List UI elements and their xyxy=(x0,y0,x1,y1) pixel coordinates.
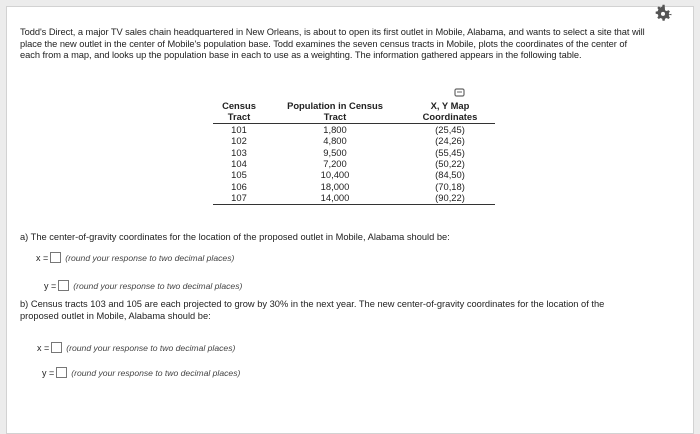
rounding-hint: (round your response to two decimal places) xyxy=(71,367,241,378)
coords-cell: (90,22) xyxy=(405,192,495,204)
gear-icon[interactable] xyxy=(652,2,674,24)
rounding-hint: (round your response to two decimal places) xyxy=(66,342,236,353)
table-row xyxy=(213,135,495,146)
population-cell: 9,500 xyxy=(323,146,347,158)
tract-cell: 103 xyxy=(231,146,247,158)
table-row xyxy=(213,181,495,192)
header-coords-bottom: Coordinates xyxy=(405,111,495,123)
population-cell: 4,800 xyxy=(323,135,347,147)
table-row xyxy=(213,123,495,135)
part-b-x-input[interactable] xyxy=(51,342,62,353)
coords-cell: (70,18) xyxy=(435,180,465,192)
coords-cell: (25,45) xyxy=(435,123,465,135)
part-b-question: b) Census tracts 103 and 105 are each projected to grow by 30% in the next year. The new center-of-gravity coordinates for the location of the proposed outlet in Mobile, Alabama should be: xyxy=(20,299,605,321)
x-label: x = xyxy=(37,342,50,353)
coords-cell: (24,26) xyxy=(435,135,465,147)
population-cell: 18,000 xyxy=(320,180,350,192)
y-label: y = xyxy=(42,367,55,378)
rounding-hint: (round your response to two decimal places) xyxy=(73,280,243,291)
part-b-y-input[interactable] xyxy=(56,367,67,378)
census-table xyxy=(213,100,495,205)
y-label: y = xyxy=(44,280,57,291)
table-row xyxy=(213,147,495,158)
tract-cell: 101 xyxy=(231,123,247,135)
table-row xyxy=(213,158,495,169)
tract-cell: 107 xyxy=(213,192,265,204)
header-coords-top: X, Y Map xyxy=(430,100,470,111)
table-row xyxy=(213,169,495,180)
coords-cell: (55,45) xyxy=(435,146,465,158)
header-tract-top: Census xyxy=(222,100,256,111)
population-cell: 1,800 xyxy=(323,123,347,135)
part-a-x-answer xyxy=(36,252,234,263)
header-population-top: Population in Census xyxy=(287,100,383,111)
x-label: x = xyxy=(36,252,49,263)
population-cell: 7,200 xyxy=(323,158,347,170)
part-a-y-answer xyxy=(44,280,242,291)
tract-cell: 104 xyxy=(231,158,247,170)
part-b-y-answer xyxy=(42,367,240,378)
tract-cell: 102 xyxy=(231,135,247,147)
problem-statement: Todd's Direct, a major TV sales chain headquartered in New Orleans, is about to open its first outlet in Mobile, Alabama, and wants to select a site that will place the new outlet in the center of Mobile's population base. Todd examines the seven census tracts in Mobile, plots the coordinates of the center of each from a map, and looks up the population base in each to use as a weighting. The information gathered appears in the following table. xyxy=(20,27,645,60)
coords-cell: (50,22) xyxy=(435,158,465,170)
table-row xyxy=(213,192,495,204)
copy-table-icon[interactable] xyxy=(454,88,466,98)
header-tract-bottom: Tract xyxy=(213,111,265,123)
part-a-question: a) The center-of-gravity coordinates for the location of the proposed outlet in Mobile, Alabama should be: xyxy=(20,232,450,242)
header-population-bottom: Tract xyxy=(265,111,405,123)
rounding-hint: (round your response to two decimal places) xyxy=(65,252,235,263)
part-b-x-answer xyxy=(37,342,235,353)
part-a-x-input[interactable] xyxy=(50,252,61,263)
population-cell: 14,000 xyxy=(265,192,405,204)
population-cell: 10,400 xyxy=(320,169,350,181)
part-a-y-input[interactable] xyxy=(58,280,69,291)
tract-cell: 105 xyxy=(231,169,247,181)
coords-cell: (84,50) xyxy=(435,169,465,181)
tract-cell: 106 xyxy=(231,180,247,192)
